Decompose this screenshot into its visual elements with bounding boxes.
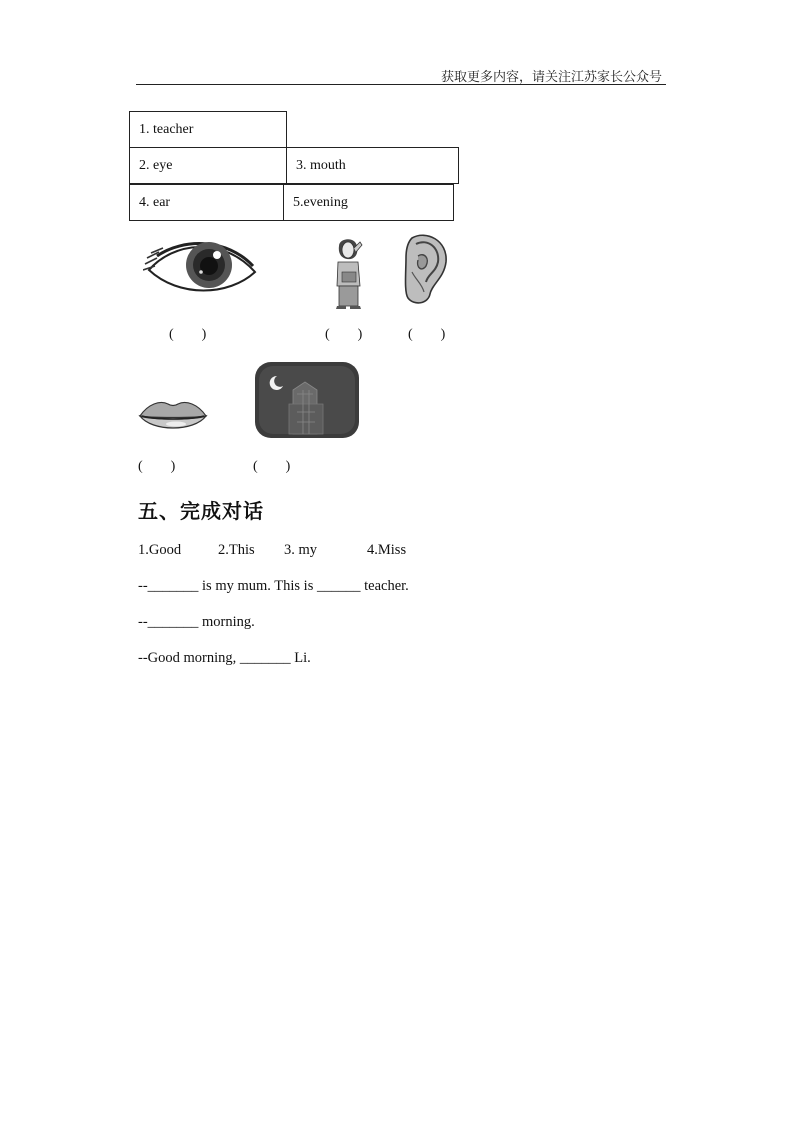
section-title: 五、完成对话 [138,499,264,523]
table-cell-eye: 2. eye [129,147,287,184]
header-divider [136,84,666,85]
option-miss: 4.Miss [367,542,407,558]
answer-blank-teacher: ( ) [325,327,363,342]
mouth-picture [138,396,208,436]
table-cell-mouth: 3. mouth [286,147,459,184]
ear-picture [402,232,450,306]
option-good: 1.Good [138,542,182,558]
option-my: 3. my [284,542,318,558]
table-cell-teacher: 1. teacher [129,111,287,148]
header-text: 获取更多内容，请关注江苏家长公众号 [440,69,662,84]
answer-blank-ear: ( ) [408,327,446,342]
table-cell-ear: 4. ear [129,184,284,221]
option-this: 2.This [218,542,255,558]
answer-blank-eye: ( ) [169,327,207,342]
answer-blank-evening: ( ) [253,459,291,474]
evening-picture [253,360,361,440]
answer-blank-mouth: ( ) [138,459,176,474]
dialogue-line-2: --_______ morning. [138,614,255,630]
table-cell-evening: 5.evening [283,184,454,221]
dialogue-line-1: --_______ is my mum. This is ______ teacher. [138,578,409,594]
eye-picture [143,236,258,300]
dialogue-line-3: --Good morning, _______ Li. [138,650,311,666]
teacher-picture [331,236,367,310]
